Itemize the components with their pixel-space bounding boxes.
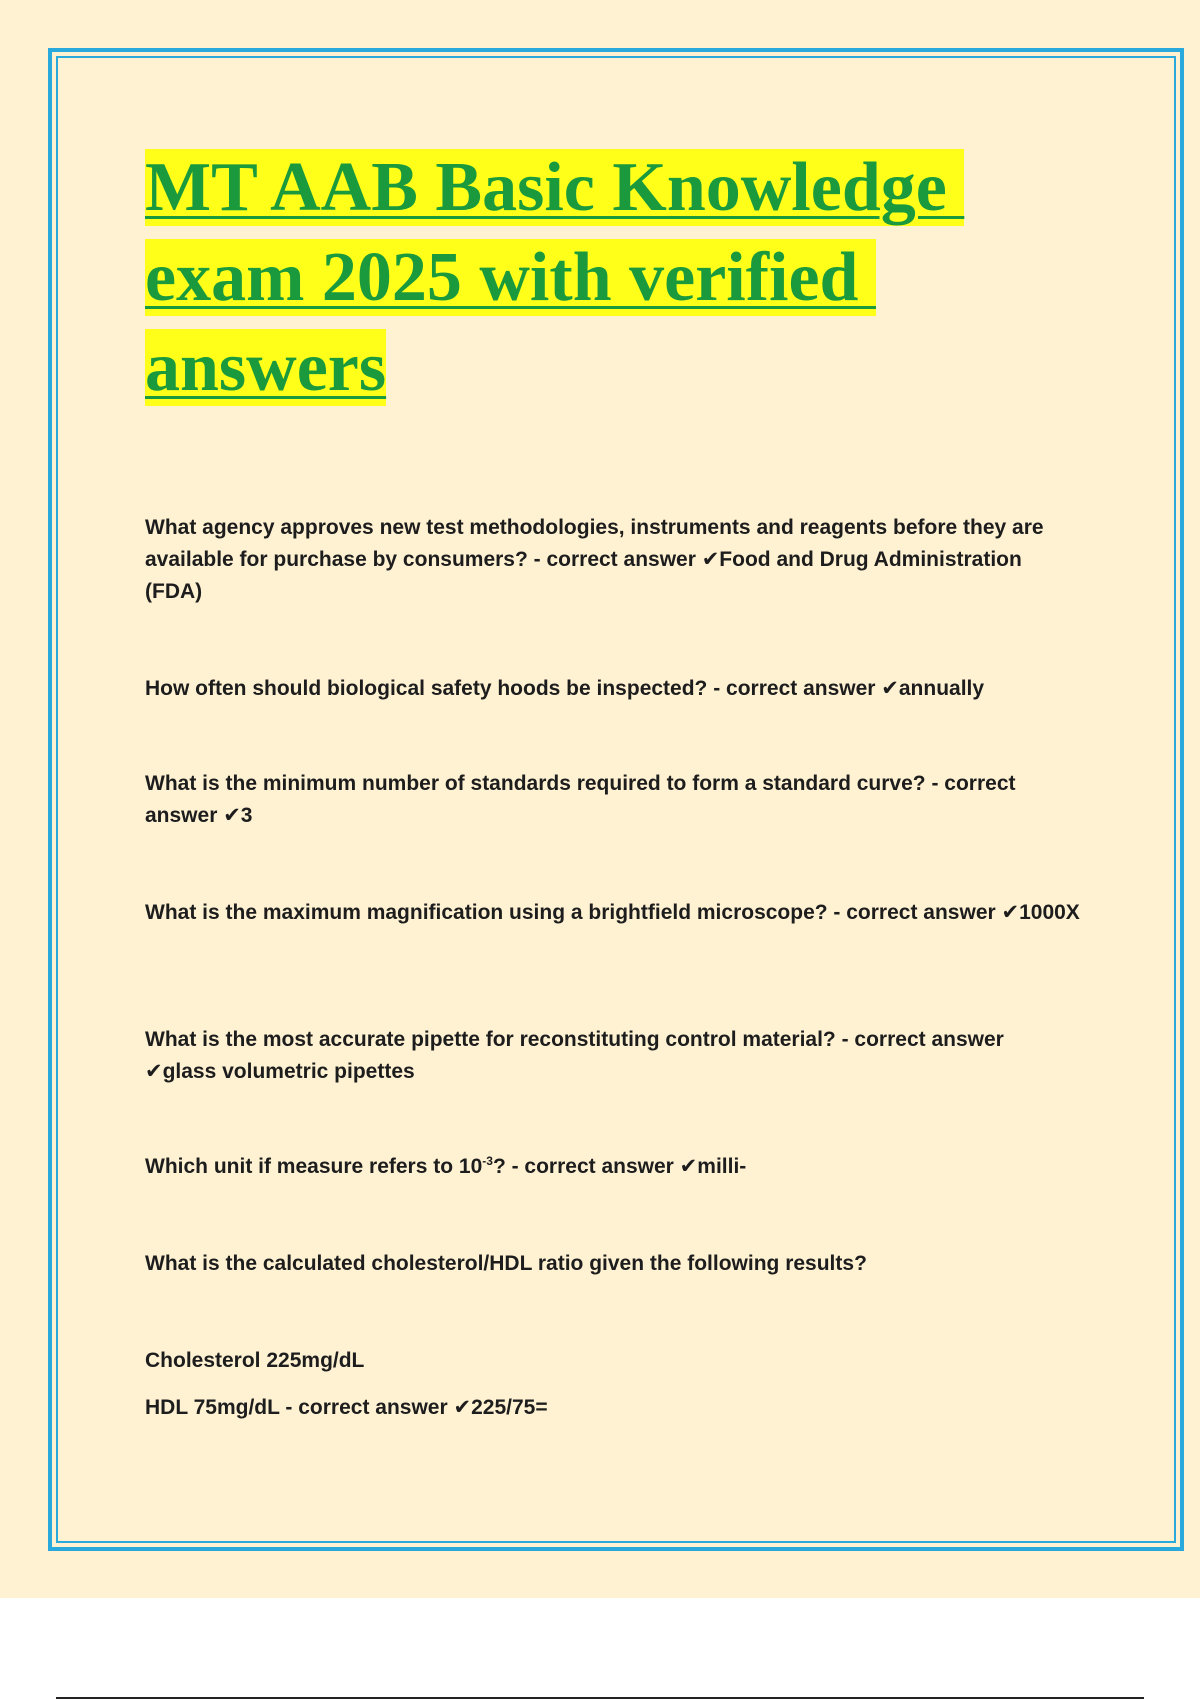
title-line-1: MT AAB Basic Knowledge xyxy=(145,149,965,226)
qa-item-6-answer: ? - correct answer ✔milli- xyxy=(492,1155,747,1178)
exponent: -3 xyxy=(482,1154,493,1168)
qa-item-6 xyxy=(145,1151,1080,1183)
title-line-2: exam 2025 with verified xyxy=(145,239,876,316)
qa-item-1: What agency approves new test methodologies, instruments and reagents before they are available for purchase by consumers? - correct answer ✔Food and Drug Administration (FDA) xyxy=(145,516,1044,603)
qa-item-3: What is the minimum number of standards required to form a standard curve? - correct answer ✔3 xyxy=(145,772,1016,827)
qa-item-7: What is the calculated cholesterol/HDL ratio given the following results? xyxy=(145,1252,867,1275)
qa-item-4: What is the maximum magnification using a brightfield microscope? - correct answer ✔1000X xyxy=(145,901,1080,924)
qa-item-2: How often should biological safety hoods be inspected? - correct answer ✔annually xyxy=(145,677,985,700)
qa-item-9: HDL 75mg/dL - correct answer ✔225/75= xyxy=(145,1396,548,1419)
qa-item-8: Cholesterol 225mg/dL xyxy=(145,1349,365,1372)
qa-item-6-question: Which unit if measure refers to 10 xyxy=(145,1155,483,1178)
document-title xyxy=(145,143,1045,413)
title-line-3: answers xyxy=(145,329,387,406)
qa-item-5: What is the most accurate pipette for reconstituting control material? - correct answer ✔glass volumetric pipettes xyxy=(145,1028,1004,1083)
footer-rule xyxy=(56,1697,1144,1699)
